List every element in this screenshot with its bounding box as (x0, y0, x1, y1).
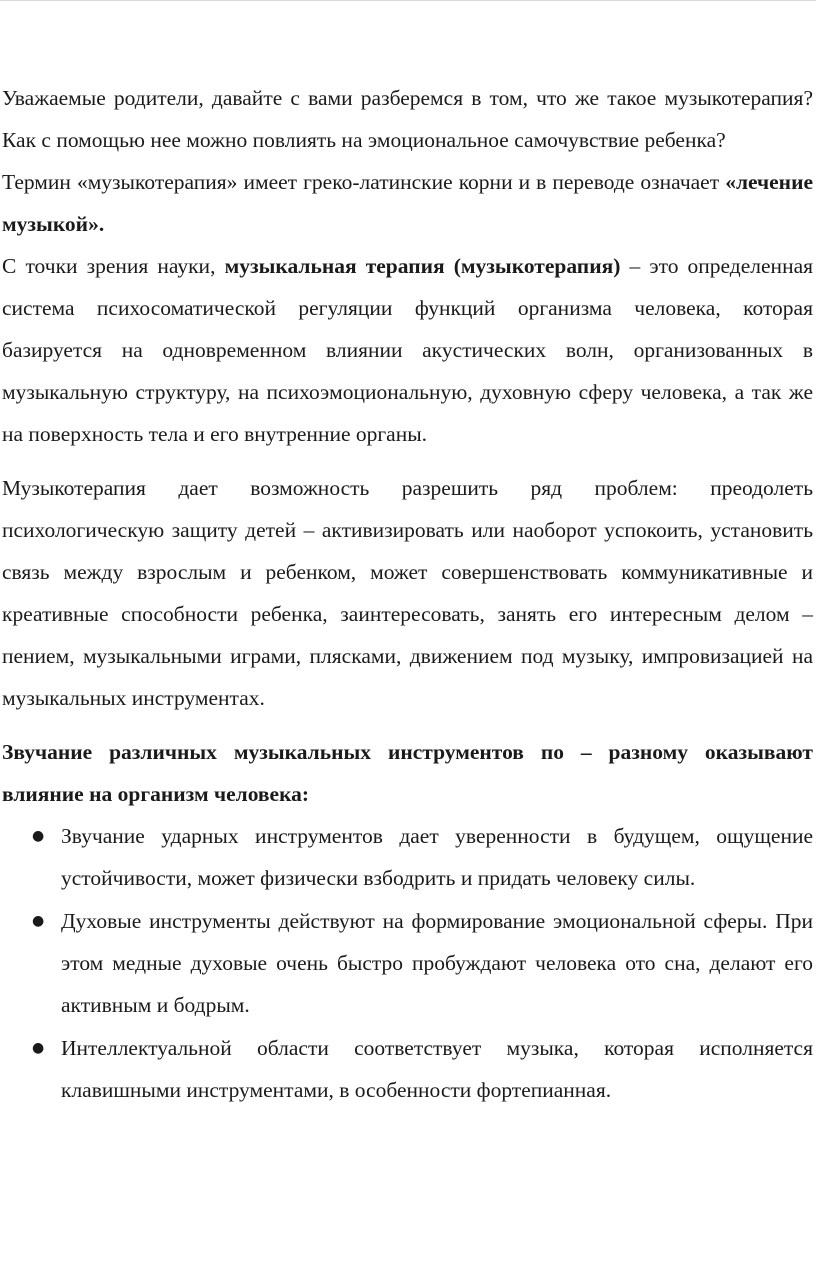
term-text: Термин «музыкотерапия» имеет греко-латинские корни и в переводе означает (2, 170, 726, 194)
document-page (2, 77, 813, 1112)
instruments-heading-text: Звучание различных музыкальных инструментов по – разному оказывают влияние на организм человека: (2, 740, 813, 806)
science-suffix: – это определенная система психосоматической регуляции функций организма человека, которая базируется на одновременном влиянии акустических волн, организованных в музыкальную структуру, на психоэмоциональную, духовную сферу человека, а так же на поверхность тела и его внутренние органы. (2, 254, 814, 446)
instruments-heading (2, 731, 813, 815)
list-item-text: Духовые инструменты действуют на формирование эмоциональной сферы. При этом медные духовые очень быстро пробуждают человека ото сна, делают его активным и бодрым. (61, 909, 813, 1017)
possibilities-paragraph: Музыкотерапия дает возможность разрешить ряд проблем: преодолеть психологическую защиту детей – активизировать или наоборот успокоить, установить связь между взрослым и ребенком, может совершенствовать коммуникативные и креативные способности ребенка, заинтересовать, занять его интересным делом – пением, музыкальными играми, плясками, движением под музыку, импровизацией на музыкальных инструментах. (2, 476, 813, 710)
list-item (2, 1027, 813, 1111)
list-item-text: Звучание ударных инструментов дает уверенности в будущем, ощущение устойчивости, может физически взбодрить и придать человеку силы. (61, 824, 813, 890)
bullet-icon: ● (32, 828, 45, 844)
science-paragraph (2, 245, 813, 455)
science-prefix: С точки зрения науки, (2, 254, 225, 278)
science-bold: музыкальная терапия (музыкотерапия) (224, 254, 621, 278)
top-border (0, 0, 816, 1)
intro-paragraph: Уважаемые родители, давайте с вами разберемся в том, что же такое музыкотерапия? Как с помощью нее можно повлиять на эмоциональное самочувствие ребенка? (2, 86, 813, 152)
bullet-icon: ● (32, 1040, 45, 1056)
list-item (2, 815, 813, 899)
list-item-text: Интеллектуальной области соответствует музыка, которая исполняется клавишными инструментами, в особенности фортепианная. (61, 1036, 813, 1102)
effects-list (2, 815, 813, 1111)
term-bold: «лечение музыкой». (2, 170, 813, 236)
bullet-icon: ● (32, 913, 45, 929)
list-item (2, 900, 813, 1026)
term-paragraph (2, 161, 813, 245)
